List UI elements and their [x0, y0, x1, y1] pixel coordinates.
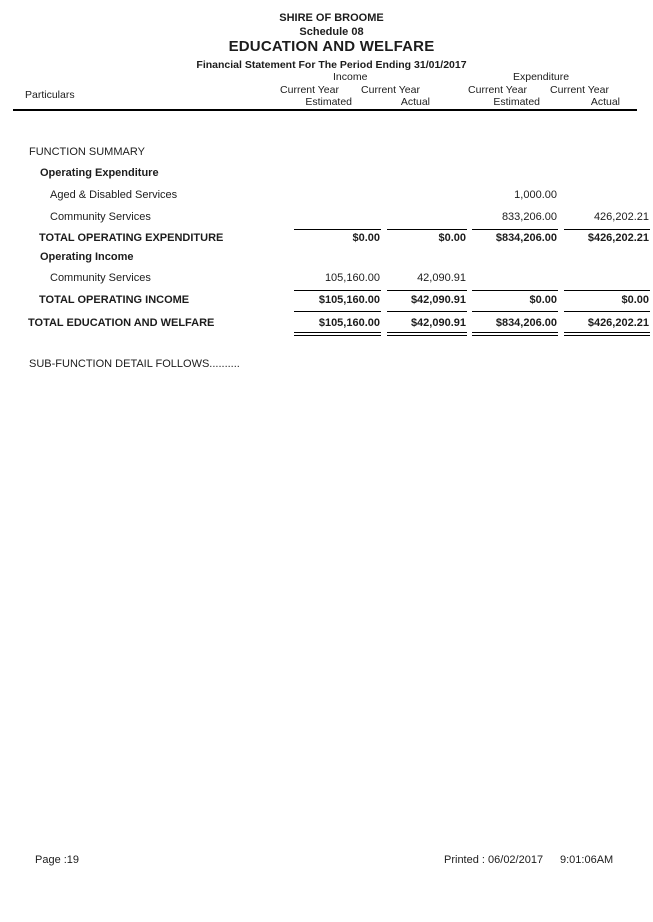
cell-expenditure-actual: $426,202.21 — [587, 232, 649, 244]
column-header-income-estimated-line1: Current Year — [280, 84, 339, 96]
cell-expenditure-actual: 426,202.21 — [593, 211, 649, 223]
row-label: Operating Income — [40, 251, 134, 263]
cell-expenditure-estimated: $834,206.00 — [495, 232, 557, 244]
table-row — [0, 167, 653, 181]
table-row — [0, 189, 653, 203]
column-header-expenditure-actual-line2: Actual — [590, 96, 620, 108]
statement-title: Financial Statement For The Period Ending 31/01/2017 — [196, 59, 467, 71]
row-label: FUNCTION SUMMARY — [29, 146, 145, 158]
cell-income-estimated: $105,160.00 — [318, 294, 380, 306]
printed-time: 9:01:06AM — [560, 854, 614, 866]
total-rule — [0, 290, 653, 291]
row-label: Community Services — [50, 211, 151, 223]
row-label: Operating Expenditure — [40, 167, 159, 179]
total-rule — [0, 311, 653, 312]
cell-expenditure-estimated: 1,000.00 — [514, 189, 557, 201]
row-label: Community Services — [50, 272, 151, 284]
cell-expenditure-actual: $0.00 — [621, 294, 649, 306]
column-group-income: Income — [333, 71, 368, 83]
row-label: Aged & Disabled Services — [50, 189, 178, 201]
column-header-income-estimated-line2: Estimated — [305, 96, 352, 108]
column-group-expenditure: Expenditure — [513, 71, 570, 83]
column-header-income-actual-line2: Actual — [400, 96, 430, 108]
row-label: TOTAL OPERATING INCOME — [39, 294, 190, 306]
sub-function-note: SUB-FUNCTION DETAIL FOLLOWS.......... — [29, 358, 240, 370]
printed-date: Printed : 06/02/2017 — [444, 854, 544, 866]
cell-income-actual: $0.00 — [438, 232, 466, 244]
schedule-title: Schedule 08 — [299, 26, 364, 38]
row-label: TOTAL EDUCATION AND WELFARE — [28, 317, 215, 329]
cell-expenditure-estimated: $0.00 — [529, 294, 557, 306]
cell-income-actual: $42,090.91 — [410, 294, 466, 306]
page-number: Page :19 — [35, 854, 80, 866]
header-rule — [13, 109, 637, 111]
row-label: TOTAL OPERATING EXPENDITURE — [39, 232, 224, 244]
cell-income-estimated: $0.00 — [352, 232, 380, 244]
table-row — [0, 251, 653, 265]
grand-total-double-rule — [0, 332, 653, 333]
column-header-expenditure-estimated-line1: Current Year — [468, 84, 527, 96]
total-rule — [0, 229, 653, 230]
table-row — [0, 211, 653, 225]
cell-income-actual: 42,090.91 — [417, 272, 466, 284]
cell-expenditure-estimated: $834,206.00 — [495, 317, 557, 329]
table-row — [0, 272, 653, 286]
table-row-total — [0, 294, 653, 308]
cell-income-actual: $42,090.91 — [410, 317, 466, 329]
cell-expenditure-estimated: 833,206.00 — [501, 211, 557, 223]
column-header-income-actual-line1: Current Year — [361, 84, 420, 96]
column-header-expenditure-estimated-line2: Estimated — [493, 96, 540, 108]
department-title: EDUCATION AND WELFARE — [228, 38, 435, 55]
table-row-total — [0, 232, 653, 246]
column-header-particulars: Particulars — [25, 89, 75, 101]
cell-expenditure-actual: $426,202.21 — [587, 317, 649, 329]
cell-income-estimated: $105,160.00 — [318, 317, 380, 329]
table-row-grand-total — [0, 317, 653, 331]
cell-income-estimated: 105,160.00 — [324, 272, 380, 284]
table-row — [0, 146, 653, 160]
column-header-expenditure-actual-line1: Current Year — [550, 84, 609, 96]
grand-total-double-rule — [0, 335, 653, 336]
org-title: SHIRE OF BROOME — [279, 12, 384, 24]
